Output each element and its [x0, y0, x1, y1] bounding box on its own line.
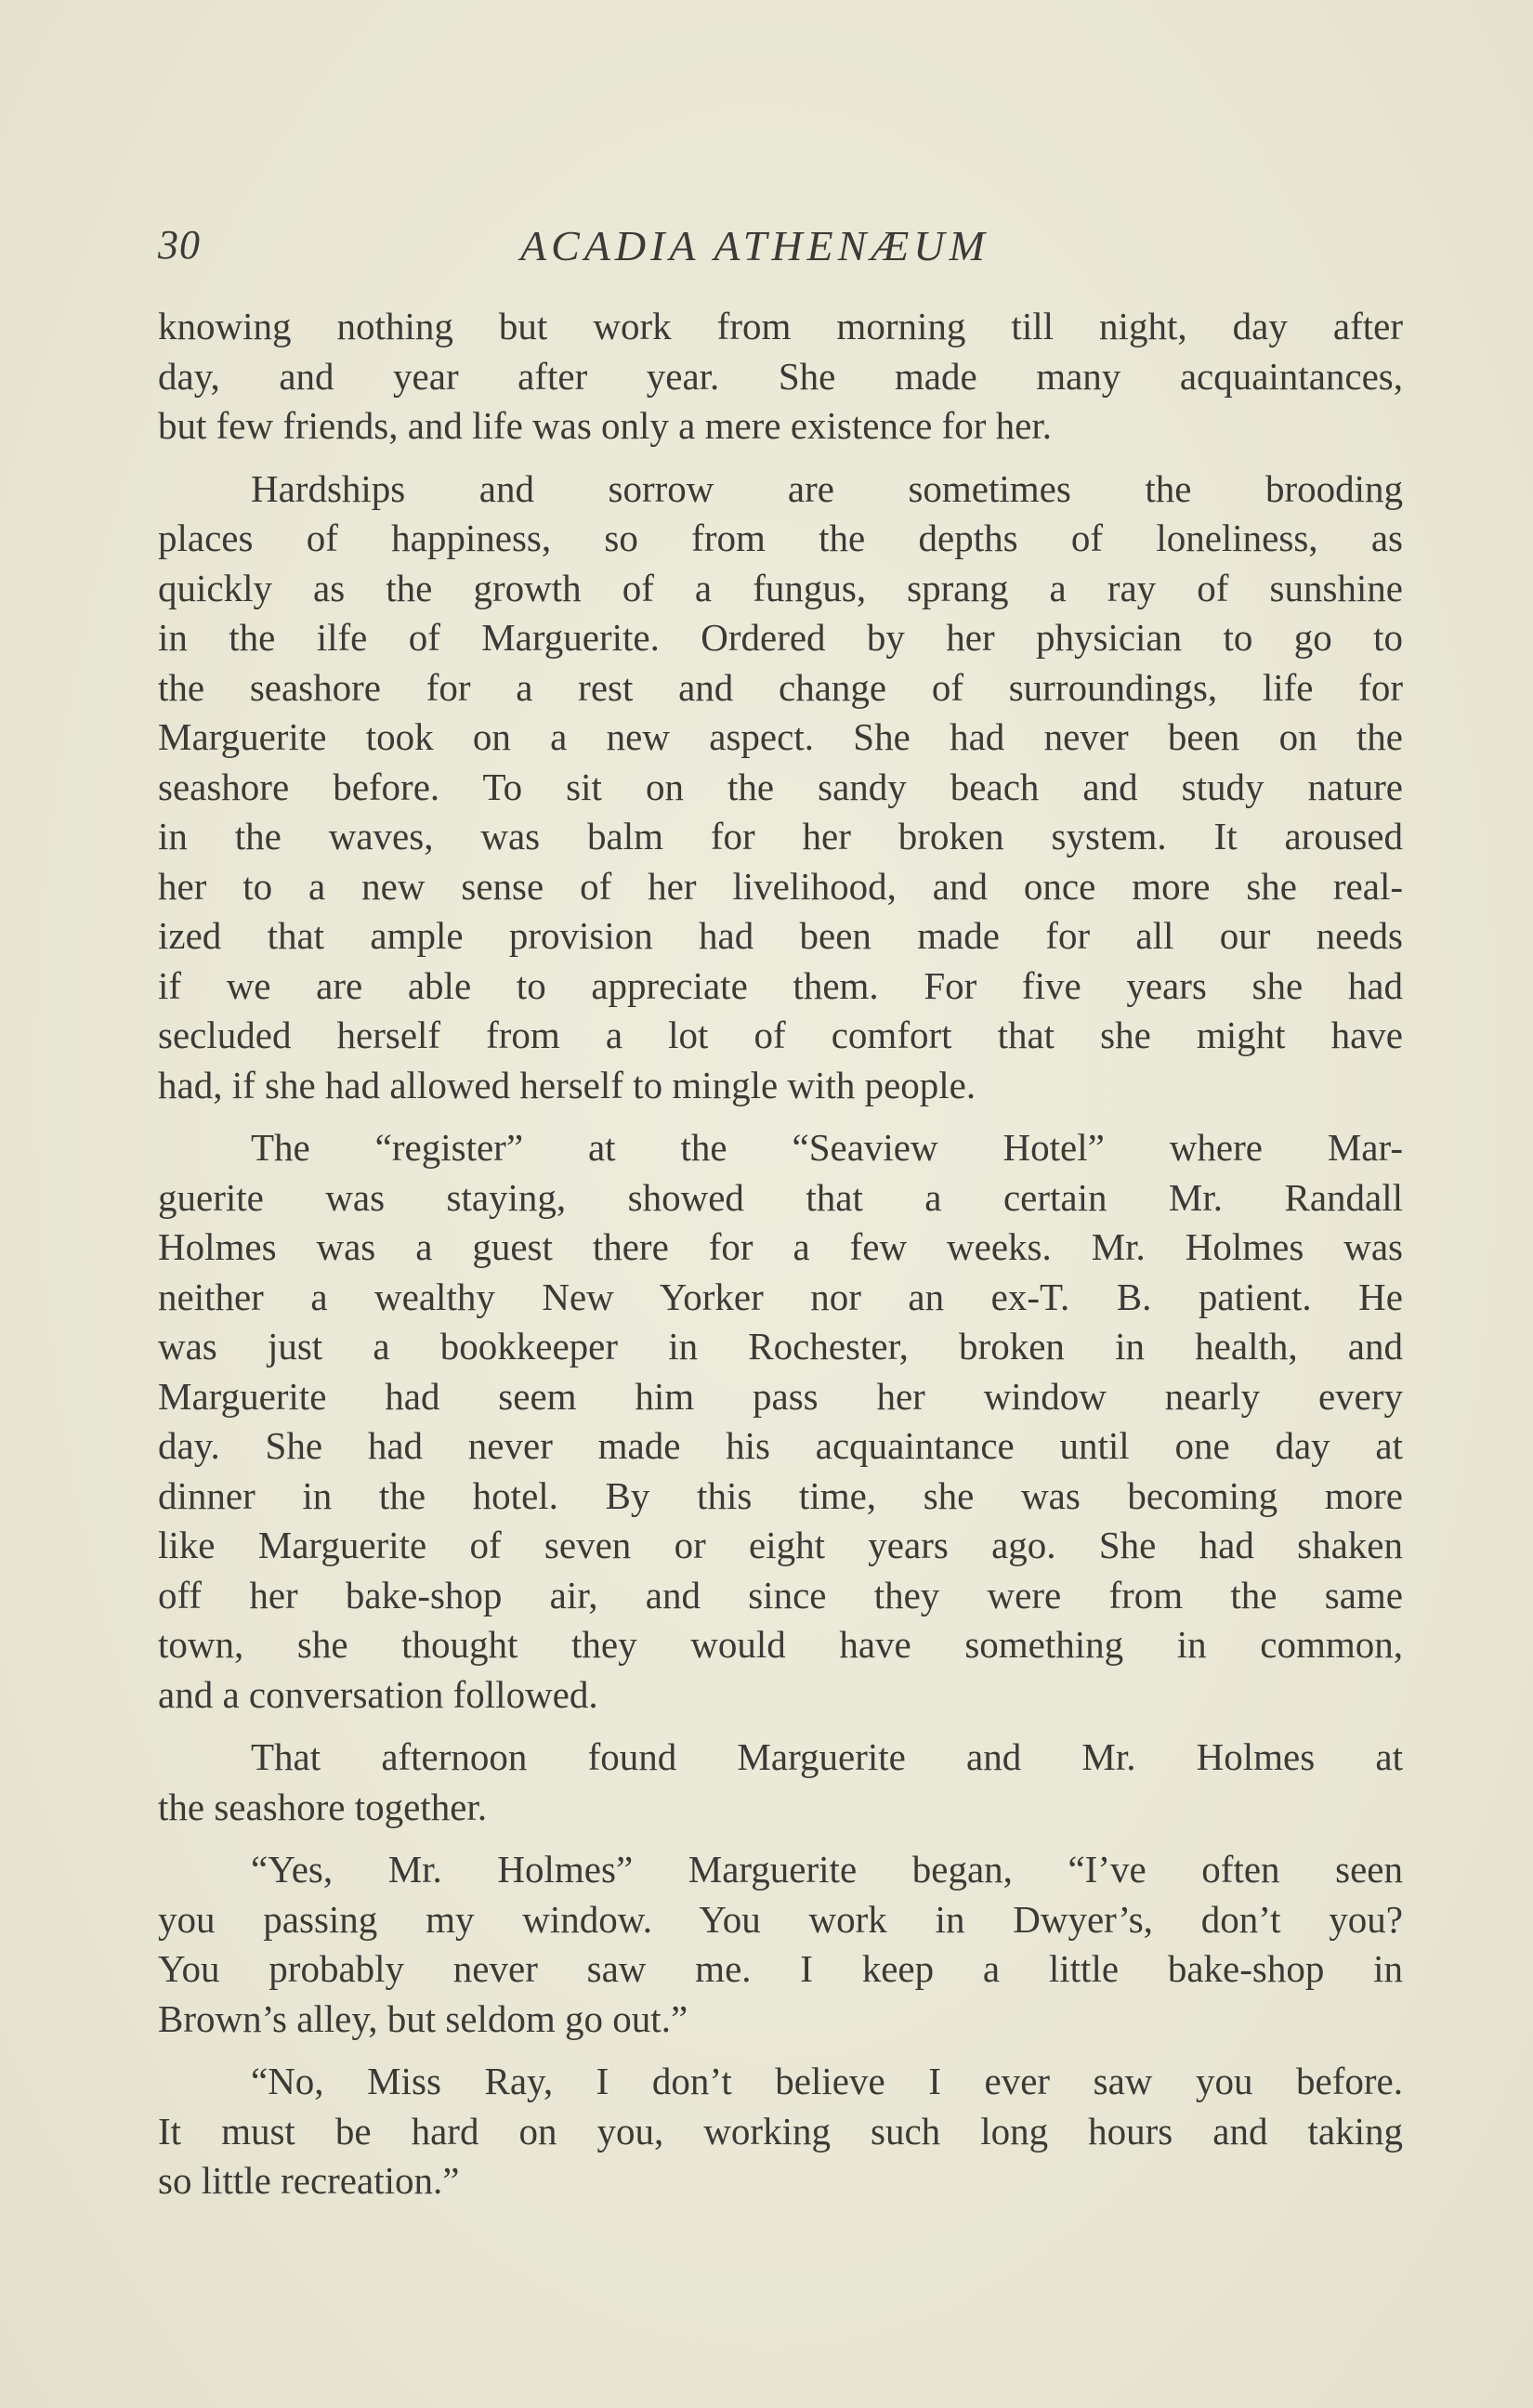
text-line: Marguerite took on a new aspect. She had never been on the: [158, 715, 1403, 758]
text-line: ized that ample provision had been made for all our needs: [158, 914, 1403, 957]
text-line: seashore before. To sit on the sandy beach and study nature: [158, 765, 1403, 808]
paragraph: [158, 302, 1403, 452]
page-number: 30: [158, 222, 201, 268]
text-line: day. She had never made his acquaintance until one day at: [158, 1424, 1403, 1467]
paragraph: [158, 1733, 1403, 1832]
text-line: was just a bookkeeper in Rochester, broken in health, and: [158, 1325, 1403, 1368]
text-line: “Yes, Mr. Holmes” Marguerite began, “I’ve often seen: [251, 1848, 1403, 1891]
text-line: Brown’s alley, but seldom go out.”: [158, 1996, 688, 2040]
text-line: but few friends, and life was only a mere existence for her.: [158, 404, 1052, 447]
text-line: quickly as the growth of a fungus, sprang a ray of sunshine: [158, 566, 1403, 609]
text-line: The “register” at the “Seaview Hotel” where Mar-: [251, 1126, 1403, 1169]
text-line: Hardships and sorrow are sometimes the brooding: [251, 466, 1403, 510]
paragraph: [158, 1123, 1403, 1720]
text-line: It must be hard on you, working such long hours and taking: [158, 2109, 1403, 2153]
paragraph: [158, 1845, 1403, 2044]
text-line: the seashore together.: [158, 1785, 488, 1828]
running-header: [158, 221, 1403, 277]
text-line: and a conversation followed.: [158, 1672, 598, 1716]
text-line: town, she thought they would have something in common,: [158, 1623, 1403, 1666]
text-line: places of happiness, so from the depths of loneliness, as: [158, 517, 1403, 559]
text-line: Holmes was a guest there for a few weeks. Mr. Holmes was: [158, 1225, 1403, 1268]
text-line: Marguerite had seem him pass her window nearly every: [158, 1374, 1403, 1418]
text-line: secluded herself from a lot of comfort that she might have: [158, 1014, 1403, 1056]
text-line: in the waves, was balm for her broken system. It aroused: [158, 815, 1403, 857]
text-line: her to a new sense of her livelihood, and once more she real-: [158, 864, 1403, 908]
text-line: guerite was staying, showed that a certain Mr. Randall: [158, 1175, 1403, 1219]
text-line: You probably never saw me. I keep a little bake-shop in: [158, 1947, 1403, 1990]
journal-title: ACADIA ATHENÆUM: [520, 222, 989, 269]
text-line: if we are able to appreciate them. For five years she had: [158, 963, 1403, 1007]
text-line: in the ilfe of Marguerite. Ordered by her physician to go to: [158, 616, 1403, 659]
text-line: so little recreation.”: [158, 2159, 460, 2202]
text-line: like Marguerite of seven or eight years ago. She had shaken: [158, 1524, 1403, 1566]
text-line: had, if she had allowed herself to mingle with people.: [158, 1063, 976, 1106]
body-text: [158, 302, 1403, 2219]
text-line: dinner in the hotel. By this time, she was becoming more: [158, 1473, 1403, 1517]
text-line: “No, Miss Ray, I don’t believe I ever saw you before.: [251, 2060, 1403, 2102]
text-line: off her bake-shop air, and since they were from the same: [158, 1573, 1403, 1616]
text-line: you passing my window. You work in Dwyer’s, don’t you?: [158, 1897, 1403, 1941]
paragraph: [158, 2057, 1403, 2206]
text-line: neither a wealthy New Yorker nor an ex-T. B. patient. He: [158, 1275, 1403, 1318]
text-line: day, and year after year. She made many acquaintances,: [158, 354, 1403, 398]
text-line: That afternoon found Marguerite and Mr. Holmes at: [251, 1735, 1403, 1778]
text-line: the seashore for a rest and change of surroundings, life for: [158, 665, 1403, 709]
text-line: knowing nothing but work from morning till night, day after: [158, 305, 1403, 347]
paragraph: [158, 465, 1403, 1111]
